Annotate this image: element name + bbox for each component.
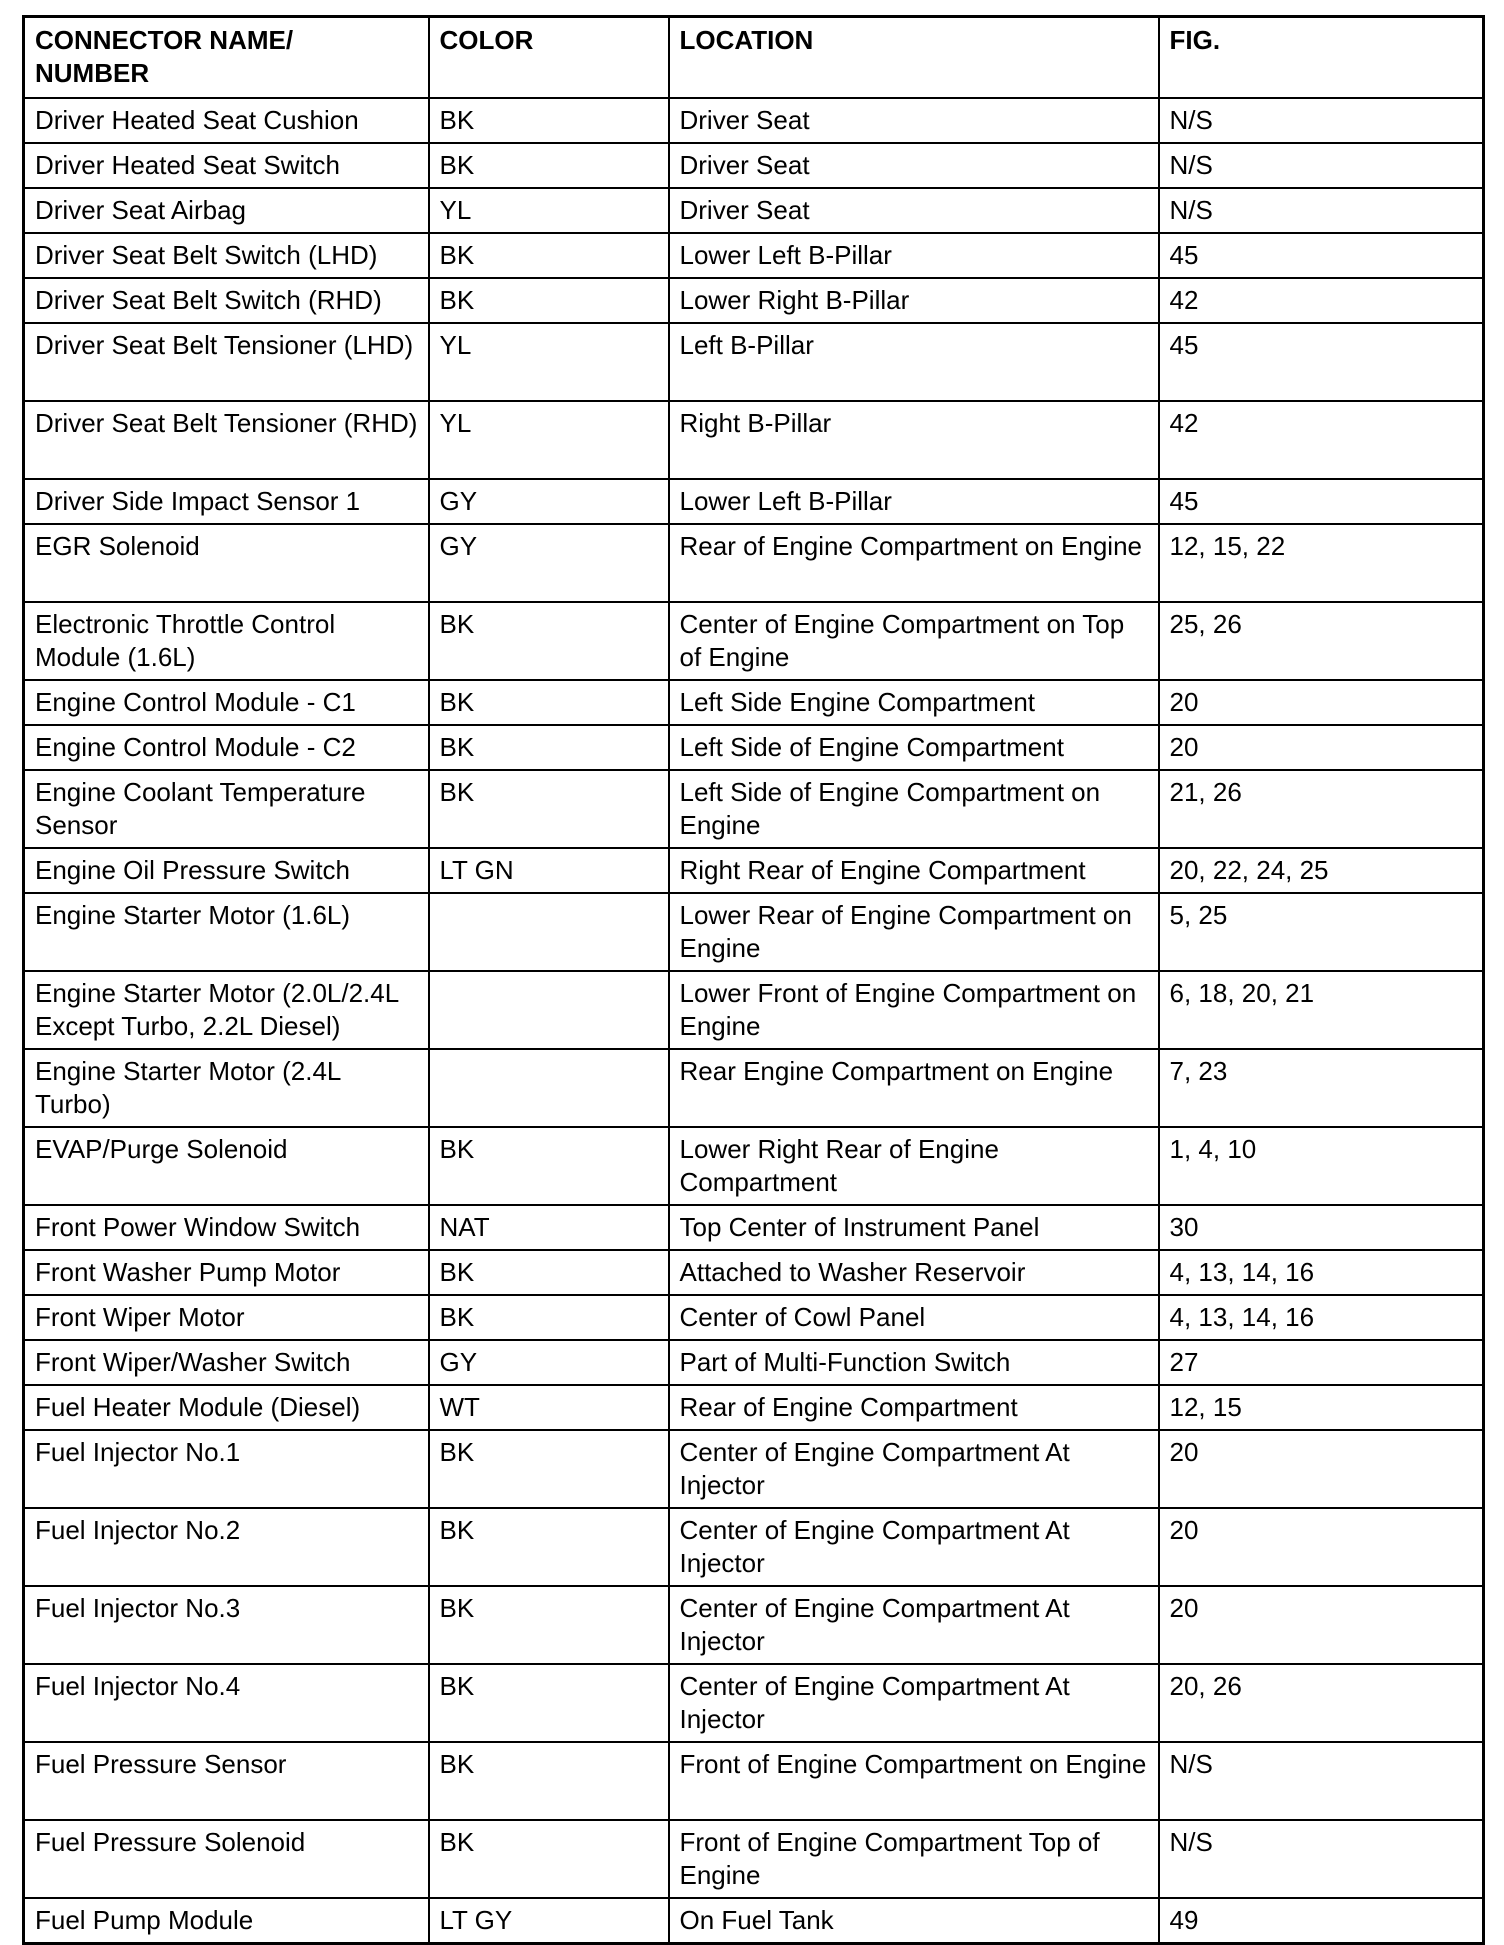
cell-color: GY [429,1340,669,1385]
table-row [24,278,1484,323]
cell-connector-name: Fuel Pump Module [24,1898,429,1944]
cell-connector-name: Engine Starter Motor (1.6L) [24,893,429,971]
cell-fig: 1, 4, 10 [1159,1127,1484,1205]
cell-color: WT [429,1385,669,1430]
cell-color: BK [429,770,669,848]
cell-color: BK [429,1664,669,1742]
connector-table-page [22,15,1482,1945]
table-row [24,1898,1484,1944]
cell-color: BK [429,98,669,143]
table-row [24,1250,1484,1295]
cell-fig: 20 [1159,1430,1484,1508]
cell-fig: 7, 23 [1159,1049,1484,1127]
cell-connector-name: Front Wiper/Washer Switch [24,1340,429,1385]
cell-location: Center of Engine Compartment At Injector [669,1430,1159,1508]
cell-fig: 42 [1159,278,1484,323]
cell-color: BK [429,1295,669,1340]
cell-connector-name: Engine Starter Motor (2.0L/2.4L Except Turbo, 2.2L Diesel) [24,971,429,1049]
cell-location: Left Side of Engine Compartment on Engine [669,770,1159,848]
cell-location: Front of Engine Compartment Top of Engine [669,1820,1159,1898]
cell-fig: 49 [1159,1898,1484,1944]
cell-fig: 4, 13, 14, 16 [1159,1295,1484,1340]
cell-color: BK [429,602,669,680]
cell-connector-name: Fuel Injector No.3 [24,1586,429,1664]
cell-location: Driver Seat [669,98,1159,143]
table-row [24,971,1484,1049]
cell-location: Part of Multi-Function Switch [669,1340,1159,1385]
cell-fig: 45 [1159,479,1484,524]
cell-fig: 20 [1159,1586,1484,1664]
cell-location: Attached to Washer Reservoir [669,1250,1159,1295]
cell-fig: 25, 26 [1159,602,1484,680]
table-row [24,479,1484,524]
cell-connector-name: Engine Coolant Temperature Sensor [24,770,429,848]
cell-fig: N/S [1159,188,1484,233]
cell-location: Center of Cowl Panel [669,1295,1159,1340]
table-row [24,98,1484,143]
table-row [24,1430,1484,1508]
cell-connector-name: Fuel Injector No.2 [24,1508,429,1586]
table-row [24,524,1484,602]
cell-connector-name: Fuel Heater Module (Diesel) [24,1385,429,1430]
cell-connector-name: EVAP/Purge Solenoid [24,1127,429,1205]
table-row [24,1586,1484,1664]
cell-color: GY [429,524,669,602]
cell-color: BK [429,680,669,725]
cell-fig: 45 [1159,233,1484,278]
cell-location: Lower Right B-Pillar [669,278,1159,323]
cell-color [429,1049,669,1127]
cell-location: Center of Engine Compartment At Injector [669,1664,1159,1742]
table-row [24,188,1484,233]
table-row [24,893,1484,971]
cell-color: BK [429,1250,669,1295]
cell-fig: 21, 26 [1159,770,1484,848]
table-row [24,1820,1484,1898]
cell-connector-name: Front Washer Pump Motor [24,1250,429,1295]
cell-connector-name: Driver Seat Belt Tensioner (LHD) [24,323,429,401]
header-color: COLOR [429,17,669,99]
cell-connector-name: Driver Seat Belt Switch (RHD) [24,278,429,323]
table-row [24,1664,1484,1742]
table-row [24,1340,1484,1385]
cell-connector-name: Engine Oil Pressure Switch [24,848,429,893]
cell-location: Driver Seat [669,143,1159,188]
cell-location: Front of Engine Compartment on Engine [669,1742,1159,1820]
cell-connector-name: Engine Control Module - C1 [24,680,429,725]
cell-fig: 6, 18, 20, 21 [1159,971,1484,1049]
cell-location: Lower Left B-Pillar [669,233,1159,278]
cell-connector-name: Fuel Pressure Solenoid [24,1820,429,1898]
cell-connector-name: Fuel Injector No.1 [24,1430,429,1508]
cell-color: BK [429,278,669,323]
cell-fig: 27 [1159,1340,1484,1385]
cell-color [429,893,669,971]
table-header [24,17,1484,99]
cell-location: On Fuel Tank [669,1898,1159,1944]
cell-connector-name: Front Power Window Switch [24,1205,429,1250]
cell-connector-name: Fuel Pressure Sensor [24,1742,429,1820]
cell-fig: N/S [1159,143,1484,188]
cell-location: Left B-Pillar [669,323,1159,401]
table-row [24,1205,1484,1250]
cell-connector-name: Driver Seat Belt Tensioner (RHD) [24,401,429,479]
cell-location: Left Side Engine Compartment [669,680,1159,725]
table-row [24,1742,1484,1820]
table-row [24,1508,1484,1586]
cell-connector-name: Front Wiper Motor [24,1295,429,1340]
header-connector-name: CONNECTOR NAME/ NUMBER [24,17,429,99]
cell-color: BK [429,1586,669,1664]
cell-location: Center of Engine Compartment At Injector [669,1586,1159,1664]
cell-fig: N/S [1159,1742,1484,1820]
cell-fig: 42 [1159,401,1484,479]
cell-connector-name: EGR Solenoid [24,524,429,602]
cell-fig: 12, 15 [1159,1385,1484,1430]
table-row [24,233,1484,278]
table-row [24,1385,1484,1430]
table-row [24,323,1484,401]
cell-connector-name: Electronic Throttle Control Module (1.6L) [24,602,429,680]
cell-fig: N/S [1159,98,1484,143]
cell-color: YL [429,401,669,479]
cell-location: Rear of Engine Compartment on Engine [669,524,1159,602]
cell-color: LT GN [429,848,669,893]
header-row [24,17,1484,99]
cell-location: Left Side of Engine Compartment [669,725,1159,770]
cell-color: BK [429,1820,669,1898]
cell-fig: 4, 13, 14, 16 [1159,1250,1484,1295]
cell-connector-name: Driver Seat Belt Switch (LHD) [24,233,429,278]
cell-location: Lower Front of Engine Compartment on Engine [669,971,1159,1049]
cell-location: Lower Rear of Engine Compartment on Engine [669,893,1159,971]
cell-color: LT GY [429,1898,669,1944]
table-row [24,1295,1484,1340]
table-row [24,770,1484,848]
cell-fig: 20 [1159,1508,1484,1586]
cell-connector-name: Engine Control Module - C2 [24,725,429,770]
table-row [24,401,1484,479]
header-location: LOCATION [669,17,1159,99]
cell-color: BK [429,233,669,278]
cell-location: Rear Engine Compartment on Engine [669,1049,1159,1127]
table-row [24,1127,1484,1205]
cell-fig: 20 [1159,725,1484,770]
cell-connector-name: Driver Heated Seat Cushion [24,98,429,143]
cell-connector-name: Engine Starter Motor (2.4L Turbo) [24,1049,429,1127]
table-row [24,602,1484,680]
cell-location: Lower Left B-Pillar [669,479,1159,524]
connector-table [22,15,1485,1945]
cell-connector-name: Driver Heated Seat Switch [24,143,429,188]
table-row [24,725,1484,770]
cell-color: GY [429,479,669,524]
cell-fig: 20 [1159,680,1484,725]
cell-location: Lower Right Rear of Engine Compartment [669,1127,1159,1205]
table-row [24,1049,1484,1127]
table-row [24,848,1484,893]
cell-color: BK [429,1508,669,1586]
cell-color: BK [429,1430,669,1508]
cell-color: BK [429,1127,669,1205]
cell-fig: N/S [1159,1820,1484,1898]
cell-location: Right Rear of Engine Compartment [669,848,1159,893]
cell-fig: 30 [1159,1205,1484,1250]
cell-location: Center of Engine Compartment on Top of Engine [669,602,1159,680]
cell-fig: 12, 15, 22 [1159,524,1484,602]
cell-location: Rear of Engine Compartment [669,1385,1159,1430]
cell-color: BK [429,143,669,188]
table-row [24,680,1484,725]
cell-color: YL [429,323,669,401]
cell-color: NAT [429,1205,669,1250]
cell-fig: 45 [1159,323,1484,401]
header-fig: FIG. [1159,17,1484,99]
cell-location: Right B-Pillar [669,401,1159,479]
cell-color: YL [429,188,669,233]
cell-connector-name: Driver Seat Airbag [24,188,429,233]
cell-connector-name: Fuel Injector No.4 [24,1664,429,1742]
table-body [24,98,1484,1944]
cell-fig: 5, 25 [1159,893,1484,971]
cell-color: BK [429,1742,669,1820]
cell-connector-name: Driver Side Impact Sensor 1 [24,479,429,524]
cell-fig: 20, 22, 24, 25 [1159,848,1484,893]
cell-color [429,971,669,1049]
table-row [24,143,1484,188]
cell-location: Driver Seat [669,188,1159,233]
cell-location: Center of Engine Compartment At Injector [669,1508,1159,1586]
cell-location: Top Center of Instrument Panel [669,1205,1159,1250]
cell-fig: 20, 26 [1159,1664,1484,1742]
cell-color: BK [429,725,669,770]
